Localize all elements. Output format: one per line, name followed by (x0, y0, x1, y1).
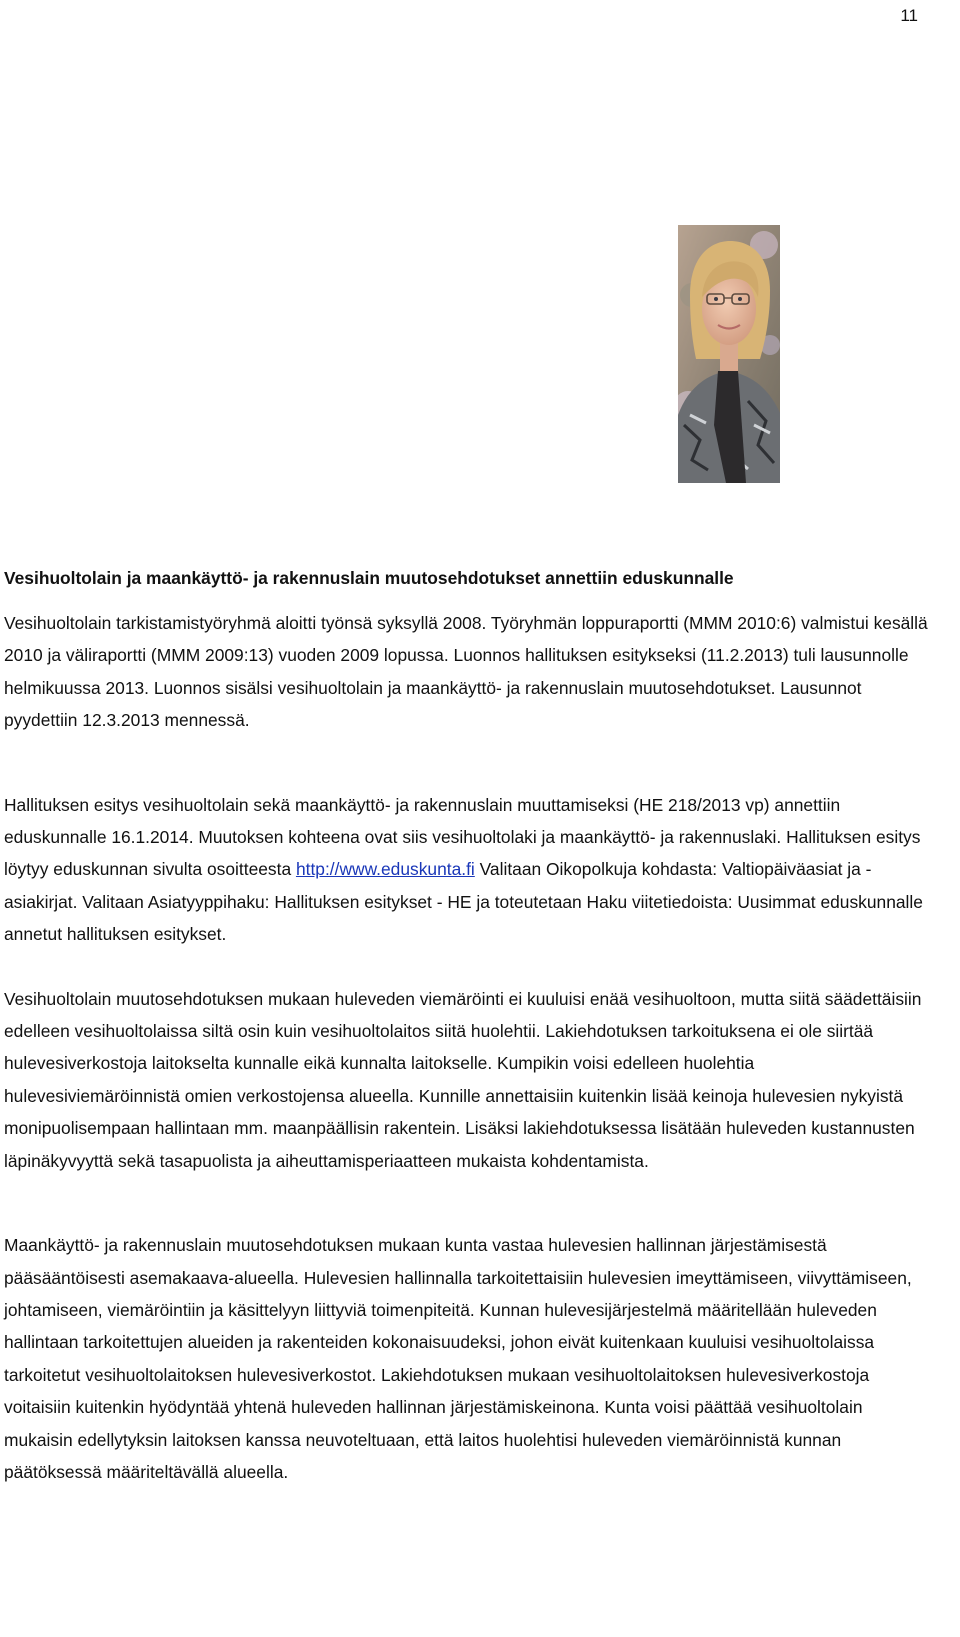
paragraph-2-text-before: Hallituksen esitys vesihuoltolain sekä maankäyttö- ja rakennuslain muuttamiseksi (HE 218/2013 vp) annettiin eduskunnalle 16.1.2014. Muutoksen kohteena ovat siis vesihuoltolaki ja maankäyttö- ja rakennuslaki. Hallituksen esitys löytyy eduskunnan sivulta osoitteesta (4, 794, 921, 880)
paragraph-1: Vesihuoltolain tarkistamistyöryhmä aloitti työnsä syksyllä 2008. Työryhmän loppuraportti (MMM 2010:6) valmistui kesällä 2010 ja väliraportti (MMM 2009:13) vuoden 2009 lopussa. Luonnos hallituksen esitykseksi (11.2.2013) tuli lausunnolle helmikuussa 2013. Luonnos sisälsi vesihuoltolain ja maankäyttö- ja rakennuslain muutosehdotukset. Lausunnot pyydettiin 12.3.2013 mennessä. (4, 613, 928, 731)
paragraph-3: Vesihuoltolain muutosehdotuksen mukaan huleveden viemäröinti ei kuuluisi enää vesihuoltoon, mutta siitä säädettäisiin edelleen vesihuoltolaissa siltä osin kuin vesihuoltolaitos siitä huolehtii. Lakiehdotuksen tarkoituksena ei ole siirtää hulevesiverkostoja laitokselta kunnalle eikä kunnalta laitokselle. Kumpikin voisi edelleen huolehtia hulevesiviemäröinnistä omien verkostojensa alueella. Kunnille annettaisiin kuitenkin lisää keinoja hulevesien nykyistä monipuolisempaan hallintaan mm. maanpäällisin rakentein. Lisäksi lakiehdotuksessa lisätään huleveden kustannusten läpinäkyvyyttä sekä tasapuolista ja aiheuttamisperiaatteen mukaista kohdentamista. (4, 988, 922, 1171)
paragraph-2 (4, 789, 930, 951)
paragraph-4: Maankäyttö- ja rakennuslain muutosehdotuksen mukaan kunta vastaa hulevesien hallinnan järjestämisestä pääsääntöisesti asemakaava-alueella. Hulevesien hallinnalla tarkoitettaisiin hulevesien imeyttämiseen, viivyttämiseen, johtamiseen, viemäröintiin ja käsittelyyn liittyviä toimenpiteitä. Kunnan hulevesijärjestelmä määritellään huleveden hallintaan tarkoitettujen alueiden ja rakenteiden kokonaisuudeksi, johon eivät kuitenkaan kuuluisi vesihuoltolaissa tarkoitetut vesihuoltolaitoksen hulevesiverkostot. Lakiehdotuksen mukaan vesihuoltolaitoksen hulevesiverkostoja voitaisiin kuitenkin hyödyntää yhtenä huleveden hallinnan järjestämiskeinona. Kunta voisi päättää vesihuoltolain mukaisin edellytyksin laitoksen kanssa neuvoteltuaan, että laitos huolehtisi huleveden viemäröinnistä kunnan päätöksessä määriteltävällä alueella. (4, 1235, 912, 1482)
article-title: Vesihuoltolain ja maankäyttö- ja rakennuslain muutosehdotukset annettiin eduskunnalle (4, 568, 734, 588)
article (4, 566, 930, 1488)
portrait-photo-icon (678, 225, 780, 483)
paragraph-2-text-after: Valitaan Oikopolkuja kohdasta: Valtiopäiväasiat ja -asiakirjat. Valitaan Asiatyyppihaku: Hallituksen esitykset - HE ja toteutetaan Haku viitetiedoista: Uusimmat eduskunnalle annetut hallituksen esitykset. (4, 859, 923, 945)
eduskunta-link[interactable]: http://www.eduskunta.fi (295, 859, 475, 880)
page-number: 11 (900, 6, 918, 25)
